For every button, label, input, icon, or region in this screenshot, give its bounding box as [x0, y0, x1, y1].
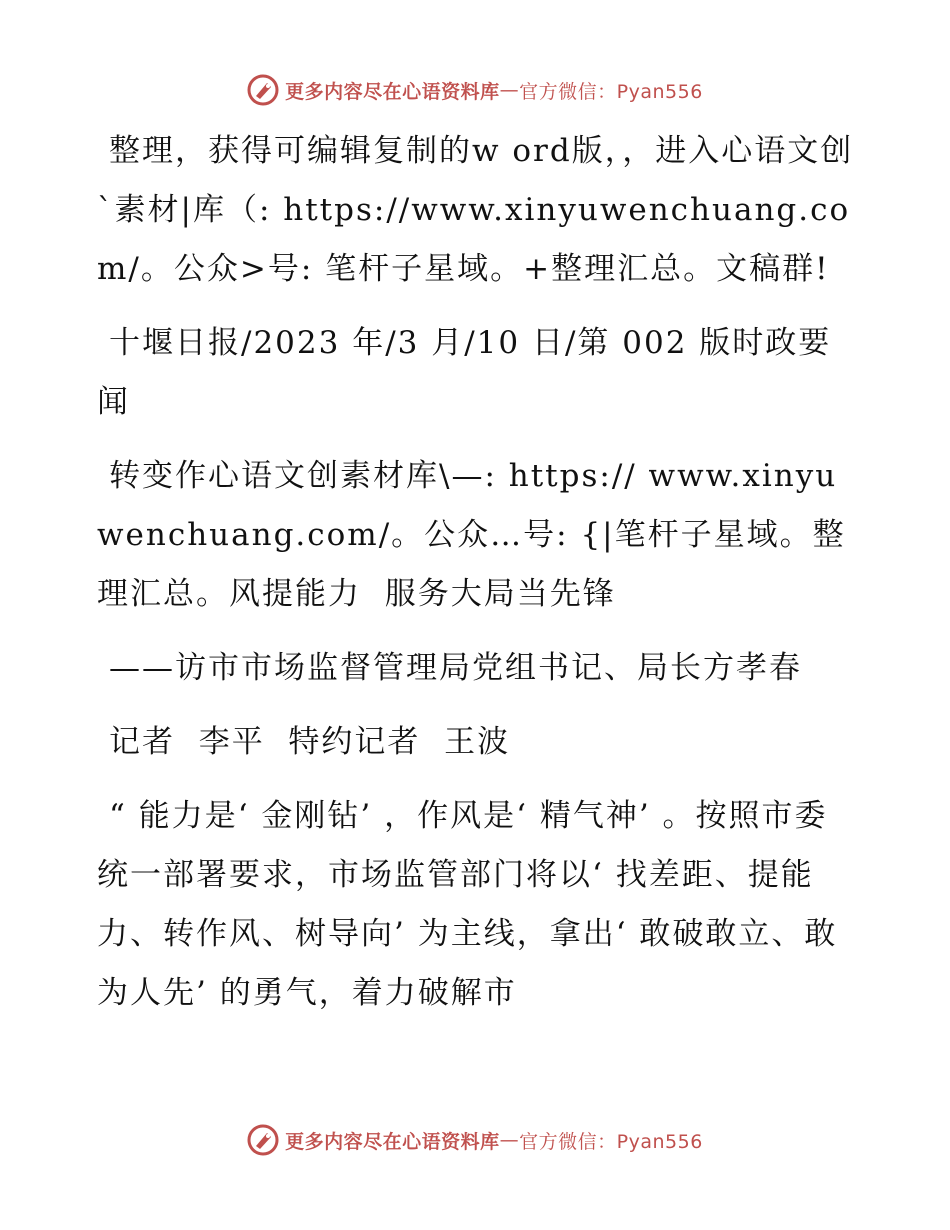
pen-nib-logo-icon [247, 1124, 279, 1156]
headline-paragraph: 转变作心语文创素材库\—: https:// www.xinyuwenchuang.com/。公众…号: {|笔杆子星域。整理汇总。风提能力 服务大局当先锋 [97, 458, 846, 612]
banner-main-text: 更多内容尽在心语资料库 [285, 80, 500, 103]
banner-contact-text: 官方微信：Pyan556 [519, 80, 703, 103]
byline: 记者 李平 特约记者 王波 [109, 724, 511, 760]
banner-separator: — [499, 1129, 520, 1151]
banner-main-text: 更多内容尽在心语资料库 [285, 1130, 500, 1153]
document-body [97, 122, 857, 1038]
header-watermark-banner [0, 70, 950, 110]
pen-nib-logo-icon [247, 74, 279, 106]
body-paragraph: “ 能力是‘ 金刚钻’ ，作风是‘ 精气神’ 。按照市委统一部署要求，市场监管部门将以‘ 找差距、提能力、转作风、树导向’ 为主线，拿出‘ 敢破敢立、敢为人先’ 的勇气，着力破解市 [97, 798, 838, 1011]
intro-paragraph: 整理，获得可编辑复制的w ord版，，进入心语文创`素材|库（: https://www.xinyuwenchuang.com/。公众>号: 笔杆子星域。+整理汇总。文稿群! [97, 133, 854, 287]
subtitle-line: ——访市市场监督管理局党组书记、局长方孝春 [109, 650, 802, 686]
source-line: 十堰日报/2023 年/3 月/10 日/第 002 版时政要闻 [97, 325, 832, 420]
banner-contact-text: 官方微信：Pyan556 [519, 1130, 703, 1153]
footer-watermark-banner [0, 1120, 950, 1160]
banner-separator: — [499, 79, 520, 101]
